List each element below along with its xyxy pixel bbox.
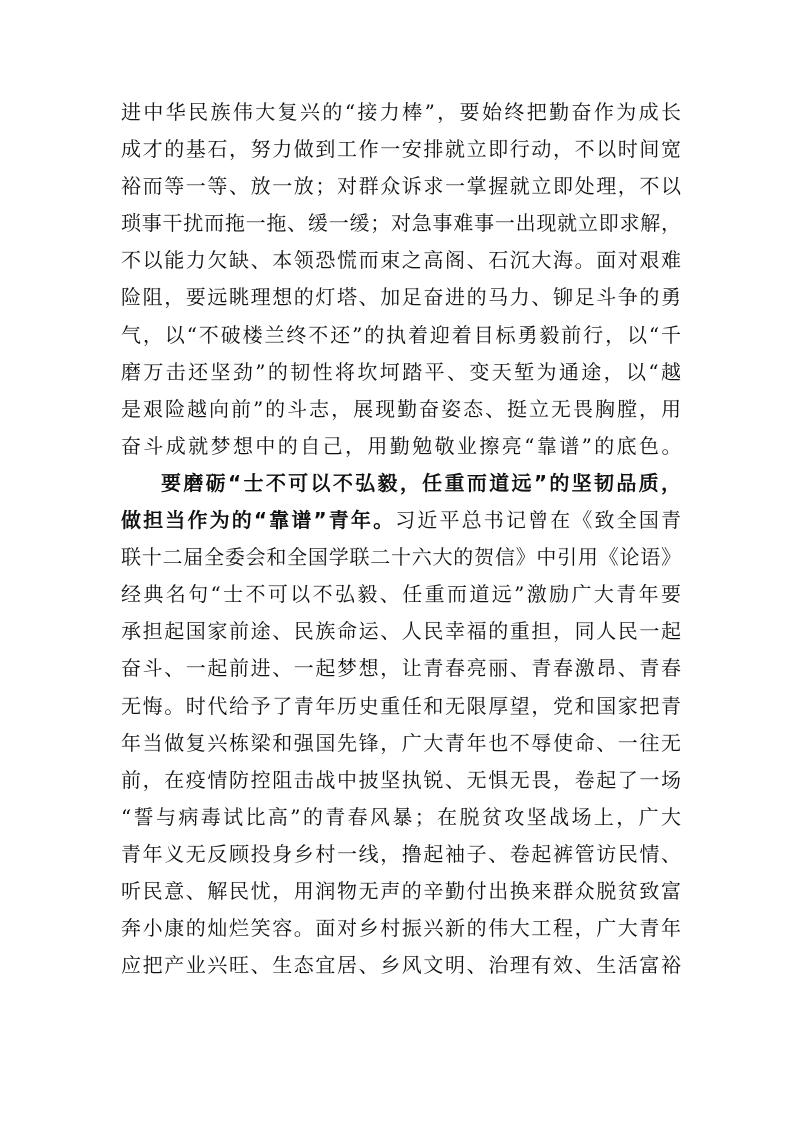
paragraph-2-heading-rest: 习近平总书记曾在《致全国青	[395, 508, 681, 533]
paragraph-1-line: 险阻，要远眺理想的灯塔、加足奋进的马力、铆足斗争的勇	[121, 285, 681, 310]
paragraph-1-line: 气，以“不破楼兰终不还”的执着迎着目标勇毅前行，以“千	[121, 322, 681, 347]
paragraph-2-line: 听民意、解民忧，用润物无声的辛勤付出换来群众脱贫致富	[121, 878, 681, 903]
paragraph-2-line: 青年义无反顾投身乡村一线，撸起袖子、卷起裤管访民情、	[121, 841, 681, 866]
paragraph-1-line: 琐事干扰而拖一拖、缓一缓；对急事难事一出现就立即求解，	[121, 211, 681, 236]
paragraph-2-line: 无悔。时代给予了青年历史重任和无限厚望，党和国家把青	[121, 693, 681, 718]
paragraph-2-line: 年当做复兴栋梁和强国先锋，广大青年也不辱使命、一往无	[121, 730, 681, 755]
paragraph-1-line: 进中华民族伟大复兴的“接力棒”，要始终把勤奋作为成长	[121, 100, 681, 124]
paragraph-1-line: 不以能力欠缺、本领恐慌而束之高阁、石沉大海。面对艰难	[121, 248, 681, 273]
paragraph-2-line: “誓与病毒试比高”的青春风暴；在脱贫攻坚战场上，广大	[121, 804, 681, 829]
paragraph-2-line: 应把产业兴旺、生态宜居、乡风文明、治理有效、生活富裕	[121, 953, 681, 978]
paragraph-1-line: 是艰险越向前”的斗志，展现勤奋姿态、挺立无畏胸膛，用	[121, 396, 681, 421]
paragraph-2-line: 承担起国家前途、民族命运、人民幸福的重担，同人民一起	[121, 619, 681, 644]
paragraph-2-line: 前，在疫情防控阻击战中披坚执锐、无惧无畏，卷起了一场	[121, 767, 681, 792]
paragraph-2-mixed-line	[121, 505, 681, 535]
paragraph-2-line: 奋斗、一起前进、一起梦想，让青春亮丽、青春激昂、青春	[121, 656, 681, 681]
paragraph-1-line: 奋斗成就梦想中的自己，用勤勉敬业擦亮“靠谱”的底色。	[121, 433, 684, 458]
paragraph-2-heading-line: 要磨砺“士不可以不弘毅，任重而道远”的坚韧品质，	[161, 470, 681, 495]
paragraph-2-line: 联十二届全委会和全国学联二十六大的贺信》中引用《论语》	[121, 545, 681, 570]
paragraph-2-line: 经典名句“士不可以不弘毅、任重而道远”激励广大青年要	[121, 582, 681, 607]
paragraph-1-line: 裕而等一等、放一放；对群众诉求一掌握就立即处理，不以	[121, 174, 681, 199]
paragraph-2-heading-bold-part: 做担当作为的“靠谱”青年。	[121, 508, 396, 533]
body-text	[121, 97, 684, 987]
paragraph-2-line: 奔小康的灿烂笑容。面对乡村振兴新的伟大工程，广大青年	[121, 916, 681, 941]
paragraph-1-line: 磨万击还坚劲”的韧性将坎坷踏平、变天堑为通途，以“越	[121, 359, 681, 384]
paragraph-1-line: 成才的基石，努力做到工作一安排就立即行动，不以时间宽	[121, 137, 681, 162]
